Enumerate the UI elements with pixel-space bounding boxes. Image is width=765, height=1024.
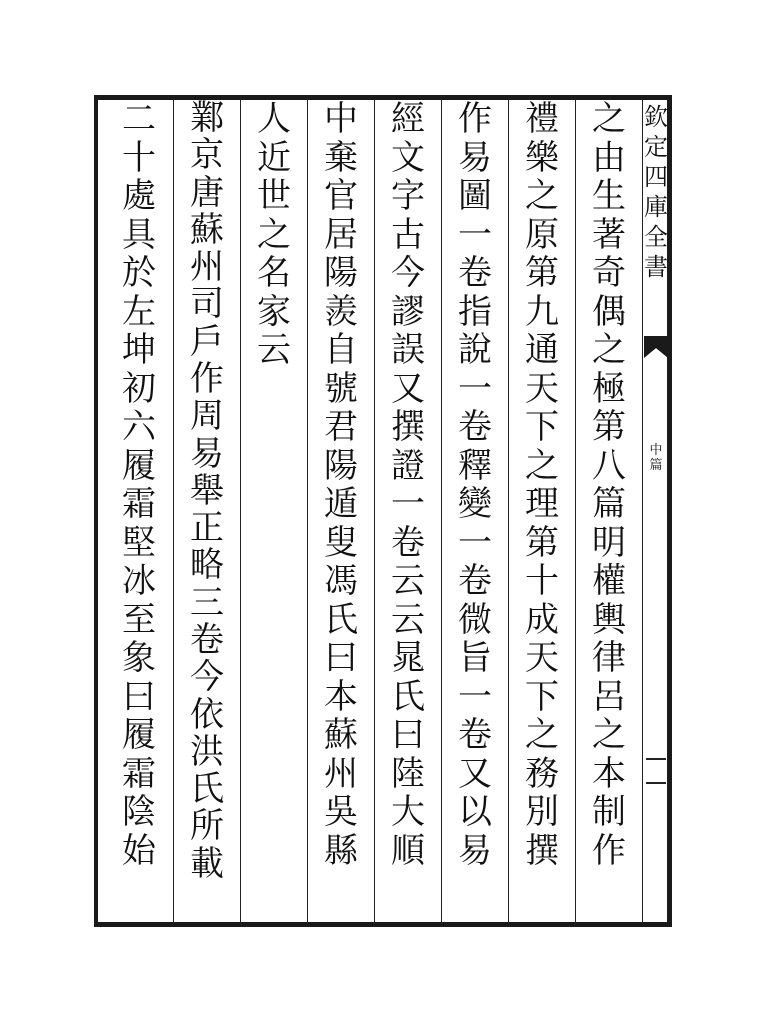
text-column: [444, 100, 506, 870]
text-char: 呂: [592, 676, 626, 717]
text-char: 證: [391, 445, 425, 486]
text-char: 正: [190, 508, 224, 549]
text-char: 氏: [324, 599, 358, 640]
text-char: 世: [257, 176, 291, 216]
text-char: 冰: [122, 561, 156, 601]
text-char: 奇: [592, 253, 626, 293]
text-char: 近: [257, 137, 291, 178]
column-rule: [240, 98, 241, 924]
gutter-char: 庫: [644, 193, 668, 221]
text-char: 微: [458, 599, 492, 640]
text-column: [243, 100, 305, 370]
text-char: 陽: [324, 445, 358, 486]
text-char: 曰: [324, 638, 358, 678]
column-rule: [508, 98, 509, 924]
text-char: 舉: [190, 470, 224, 511]
text-char: 作: [592, 830, 626, 871]
text-char: 二: [122, 99, 156, 139]
text-char: 六: [122, 407, 156, 447]
gutter-char: 欽: [644, 103, 668, 131]
gutter-char: 定: [644, 133, 668, 161]
text-char: 司: [190, 284, 224, 325]
text-char: 一: [458, 368, 492, 409]
text-char: 卷: [458, 407, 492, 447]
text-char: 略: [190, 545, 224, 586]
column-rule: [441, 98, 442, 924]
gutter-page-mark: [646, 758, 666, 784]
text-char: 指: [458, 291, 492, 332]
text-char: 之: [592, 99, 626, 139]
text-char: 州: [324, 753, 358, 794]
text-char: 三: [190, 582, 224, 623]
text-char: 晁: [391, 638, 425, 678]
text-char: 律: [592, 638, 626, 678]
text-char: 戶: [190, 321, 224, 362]
text-char: 棄: [324, 137, 358, 178]
text-char: 生: [592, 176, 626, 216]
text-char: 陽: [324, 253, 358, 293]
text-char: 蘇: [190, 209, 224, 250]
text-char: 圖: [458, 176, 492, 216]
text-char: 天: [525, 368, 559, 409]
text-char: 卷: [458, 715, 492, 755]
text-char: 氏: [391, 676, 425, 717]
column-rule: [173, 98, 174, 924]
text-char: 下: [525, 407, 559, 447]
text-char: 第: [592, 407, 626, 447]
text-char: 象: [122, 638, 156, 678]
text-char: 州: [190, 247, 224, 288]
text-column: [511, 100, 573, 870]
text-char: 之: [525, 715, 559, 755]
text-char: 履: [122, 445, 156, 486]
gutter-char: 四: [644, 163, 668, 191]
text-char: 曰: [122, 676, 156, 717]
text-char: 之: [592, 330, 626, 370]
text-char: 變: [458, 484, 492, 524]
text-char: 今: [190, 657, 224, 698]
text-char: 經: [391, 99, 425, 139]
text-char: 霜: [122, 484, 156, 524]
text-char: 順: [391, 830, 425, 871]
text-char: 本: [592, 753, 626, 794]
text-char: 鄴: [190, 98, 224, 138]
gutter-char: 全: [644, 223, 668, 251]
text-char: 官: [324, 176, 358, 216]
text-char: 禮: [525, 99, 559, 139]
text-char: 別: [525, 792, 559, 832]
text-char: 本: [324, 676, 358, 717]
text-char: 理: [525, 484, 559, 524]
fish-tail-mark: [644, 336, 668, 358]
text-char: 一: [458, 676, 492, 717]
text-char: 八: [592, 445, 626, 486]
text-char: 洪: [190, 731, 224, 772]
text-char: 作: [190, 358, 224, 399]
text-column: [578, 100, 640, 870]
text-char: 文: [391, 137, 425, 178]
text-column: [310, 100, 372, 870]
text-column: [377, 100, 439, 870]
text-char: 人: [257, 99, 291, 139]
text-char: 履: [122, 715, 156, 755]
text-char: 初: [122, 368, 156, 409]
text-char: 所: [190, 806, 224, 847]
text-char: 坤: [122, 330, 156, 370]
text-char: 九: [525, 291, 559, 332]
text-char: 之: [257, 214, 291, 255]
text-char: 以: [458, 792, 492, 832]
text-char: 中: [324, 99, 358, 139]
text-char: 通: [525, 330, 559, 370]
text-char: 陸: [391, 753, 425, 794]
text-char: 易: [458, 830, 492, 871]
text-char: 云: [257, 330, 291, 370]
text-char: 今: [391, 253, 425, 293]
text-char: 原: [525, 214, 559, 255]
text-char: 下: [525, 676, 559, 717]
text-char: 大: [391, 792, 425, 832]
text-char: 吳: [324, 792, 358, 832]
text-char: 自: [324, 330, 358, 370]
text-char: 極: [592, 368, 626, 409]
text-column: [176, 100, 238, 883]
gutter-title: [642, 102, 670, 282]
text-char: 天: [525, 638, 559, 678]
text-char: 之: [592, 715, 626, 755]
text-char: 之: [525, 176, 559, 216]
text-char: 縣: [324, 830, 358, 871]
text-char: 於: [122, 253, 156, 293]
text-char: 卷: [190, 619, 224, 660]
text-char: 京: [190, 135, 224, 176]
column-rule: [374, 98, 375, 924]
text-char: 家: [257, 291, 291, 332]
text-char: 依: [190, 694, 224, 735]
text-char: 易: [458, 137, 492, 178]
text-char: 古: [391, 214, 425, 255]
text-char: 卷: [458, 561, 492, 601]
text-char: 釋: [458, 445, 492, 486]
text-char: 第: [525, 253, 559, 293]
text-char: 成: [525, 599, 559, 640]
text-char: 周: [190, 396, 224, 437]
text-char: 名: [257, 253, 291, 293]
text-char: 左: [122, 291, 156, 332]
column-rule: [307, 98, 308, 924]
text-char: 遁: [324, 484, 358, 524]
text-char: 權: [592, 561, 626, 601]
text-char: 氏: [190, 769, 224, 810]
page-gutter: [642, 98, 670, 924]
text-char: 說: [458, 330, 492, 370]
text-char: 輿: [592, 599, 626, 640]
text-char: 誤: [391, 330, 425, 370]
text-char: 君: [324, 407, 358, 447]
text-char: 居: [324, 214, 358, 255]
text-char: 處: [122, 176, 156, 216]
text-char: 陰: [122, 792, 156, 832]
gutter-section-char: 篇: [649, 458, 663, 473]
text-char: 云: [391, 561, 425, 601]
text-char: 之: [525, 445, 559, 486]
text-char: 又: [391, 368, 425, 409]
gutter-section-char: 中: [649, 443, 663, 458]
text-char: 撰: [391, 407, 425, 447]
text-char: 始: [122, 830, 156, 871]
text-char: 樂: [525, 137, 559, 178]
gutter-section: [644, 443, 668, 473]
text-char: 霜: [122, 753, 156, 794]
text-char: 十: [525, 561, 559, 601]
text-char: 載: [190, 843, 224, 884]
text-char: 堅: [122, 522, 156, 563]
text-char: 又: [458, 753, 492, 794]
text-char: 一: [458, 522, 492, 563]
text-char: 作: [458, 99, 492, 139]
text-char: 偶: [592, 291, 626, 332]
text-char: 明: [592, 522, 626, 563]
text-char: 第: [525, 522, 559, 563]
text-char: 馮: [324, 561, 358, 601]
text-char: 羨: [324, 291, 358, 332]
text-char: 至: [122, 599, 156, 640]
text-char: 蘇: [324, 715, 358, 755]
text-char: 一: [391, 484, 425, 524]
text-char: 號: [324, 368, 358, 409]
text-char: 由: [592, 137, 626, 178]
text-char: 曰: [391, 715, 425, 755]
text-char: 字: [391, 176, 425, 216]
text-char: 具: [122, 214, 156, 255]
column-rule: [575, 98, 576, 924]
text-char: 撰: [525, 830, 559, 871]
text-char: 叟: [324, 522, 358, 563]
text-char: 篇: [592, 484, 626, 524]
text-char: 著: [592, 214, 626, 255]
text-char: 卷: [391, 522, 425, 563]
text-char: 卷: [458, 253, 492, 293]
text-char: 唐: [190, 172, 224, 213]
text-char: 旨: [458, 638, 492, 678]
text-char: 一: [458, 214, 492, 255]
text-char: 云: [391, 599, 425, 640]
text-char: 十: [122, 137, 156, 178]
text-char: 務: [525, 753, 559, 794]
gutter-char: 書: [644, 253, 668, 281]
text-char: 易: [190, 433, 224, 474]
text-column: [108, 100, 170, 870]
text-char: 謬: [391, 291, 425, 332]
text-char: 制: [592, 792, 626, 832]
